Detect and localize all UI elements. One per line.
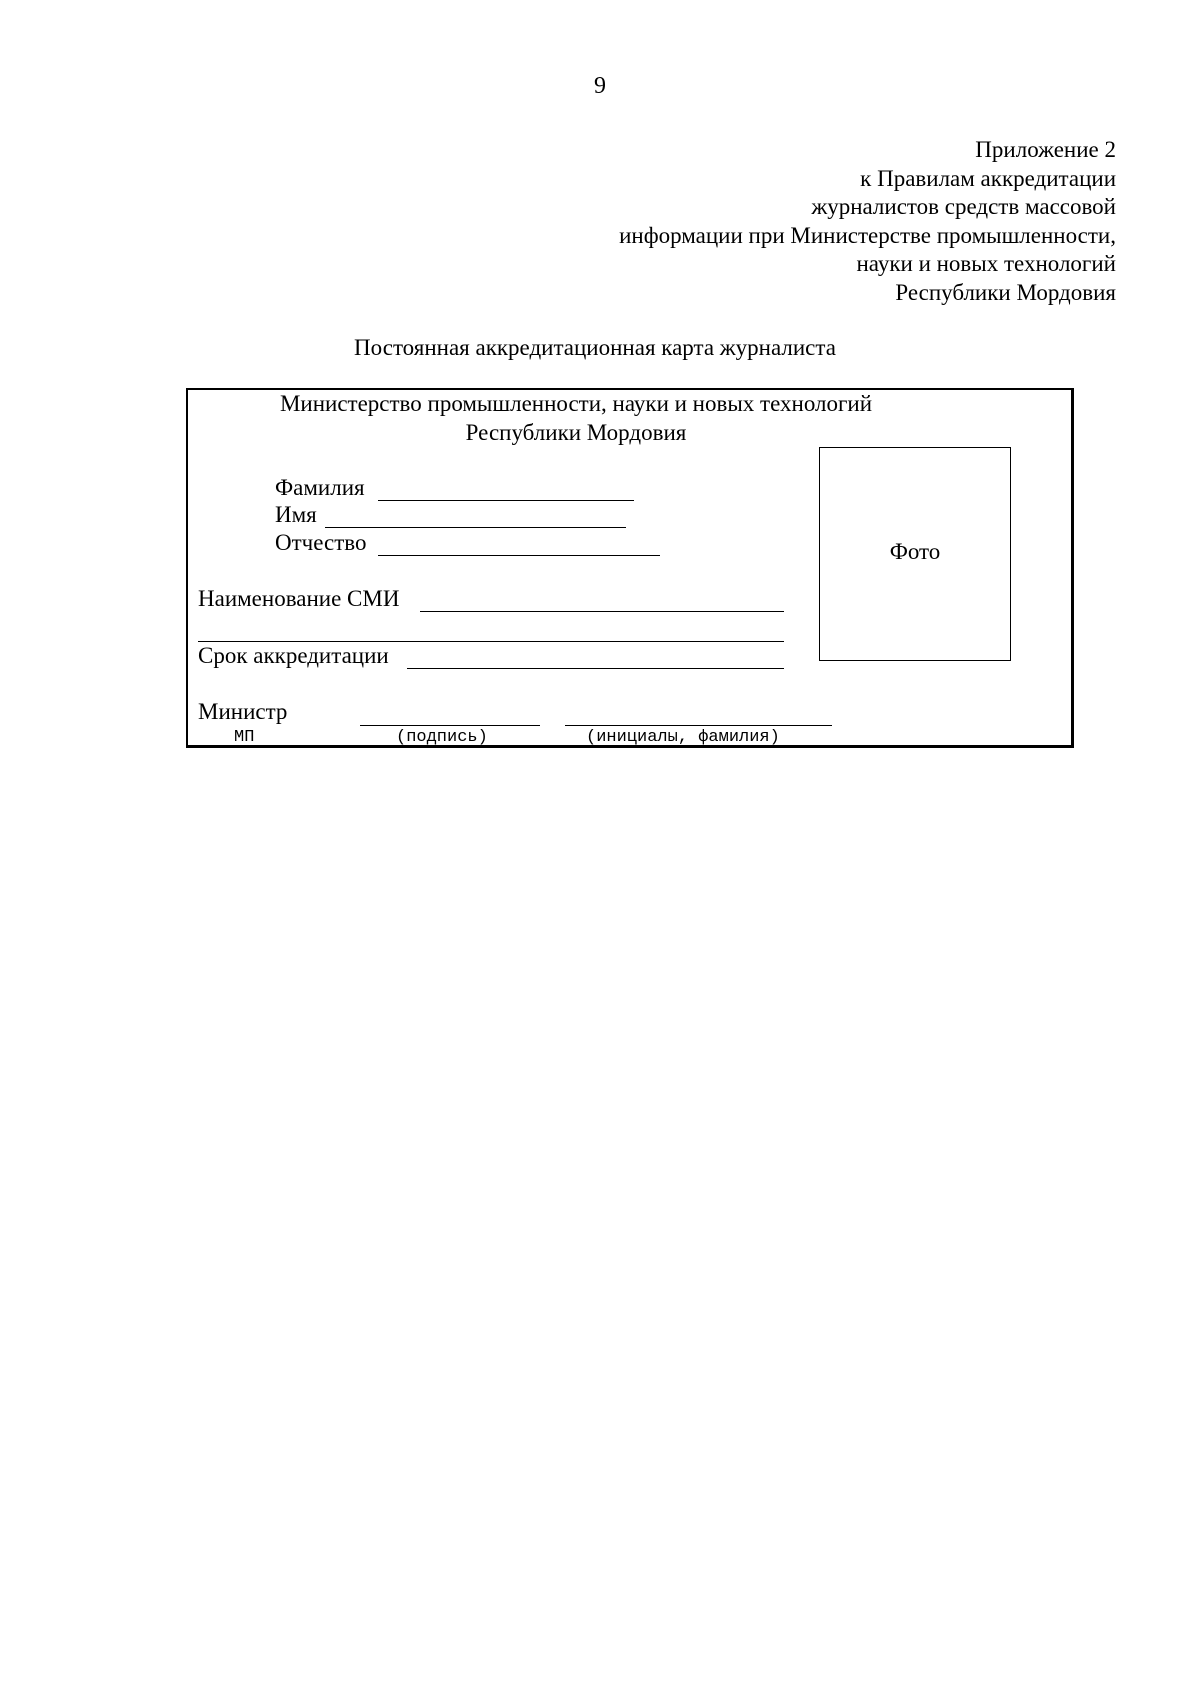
- card-header-line: Министерство промышленности, науки и новых технологий: [279, 391, 873, 416]
- page-number: 9: [594, 73, 606, 99]
- patronymic-line[interactable]: [378, 555, 660, 556]
- annex-line: Приложение 2: [975, 137, 1116, 162]
- photo-placeholder: [819, 447, 1011, 661]
- card-header: [188, 390, 964, 447]
- patronymic-label: Отчество: [275, 530, 367, 555]
- name-label: Имя: [275, 502, 317, 527]
- minister-label: Министр: [198, 699, 288, 724]
- card-header-line: Республики Мордовия: [465, 419, 687, 445]
- document-title: Постоянная аккредитационная карта журналиста: [354, 335, 836, 360]
- accreditation-term-line[interactable]: [407, 668, 784, 669]
- annex-line: информации при Министерстве промышленности,: [619, 222, 1116, 248]
- accreditation-term-label: Срок аккредитации: [198, 643, 389, 668]
- stamp-caption: МП: [234, 728, 255, 747]
- name-line[interactable]: [325, 527, 626, 528]
- signature-caption: (подпись): [396, 728, 488, 747]
- media-name-line[interactable]: [420, 611, 784, 612]
- annex-line: науки и новых технологий: [856, 251, 1116, 276]
- initials-line[interactable]: [565, 725, 832, 726]
- annex-line: журналистов средств массовой: [811, 194, 1116, 219]
- signature-line[interactable]: [360, 725, 540, 726]
- annex-line: Республики Мордовия: [895, 279, 1116, 305]
- accreditation-card: [186, 388, 1074, 748]
- media-name-label: Наименование СМИ: [198, 586, 400, 611]
- photo-label: Фото: [889, 539, 941, 564]
- surname-line[interactable]: [378, 500, 634, 501]
- annex-line: к Правилам аккредитации: [860, 165, 1116, 191]
- initials-caption: (инициалы, фамилия): [586, 728, 780, 747]
- surname-label: Фамилия: [275, 475, 365, 500]
- annex-block: [619, 136, 1116, 307]
